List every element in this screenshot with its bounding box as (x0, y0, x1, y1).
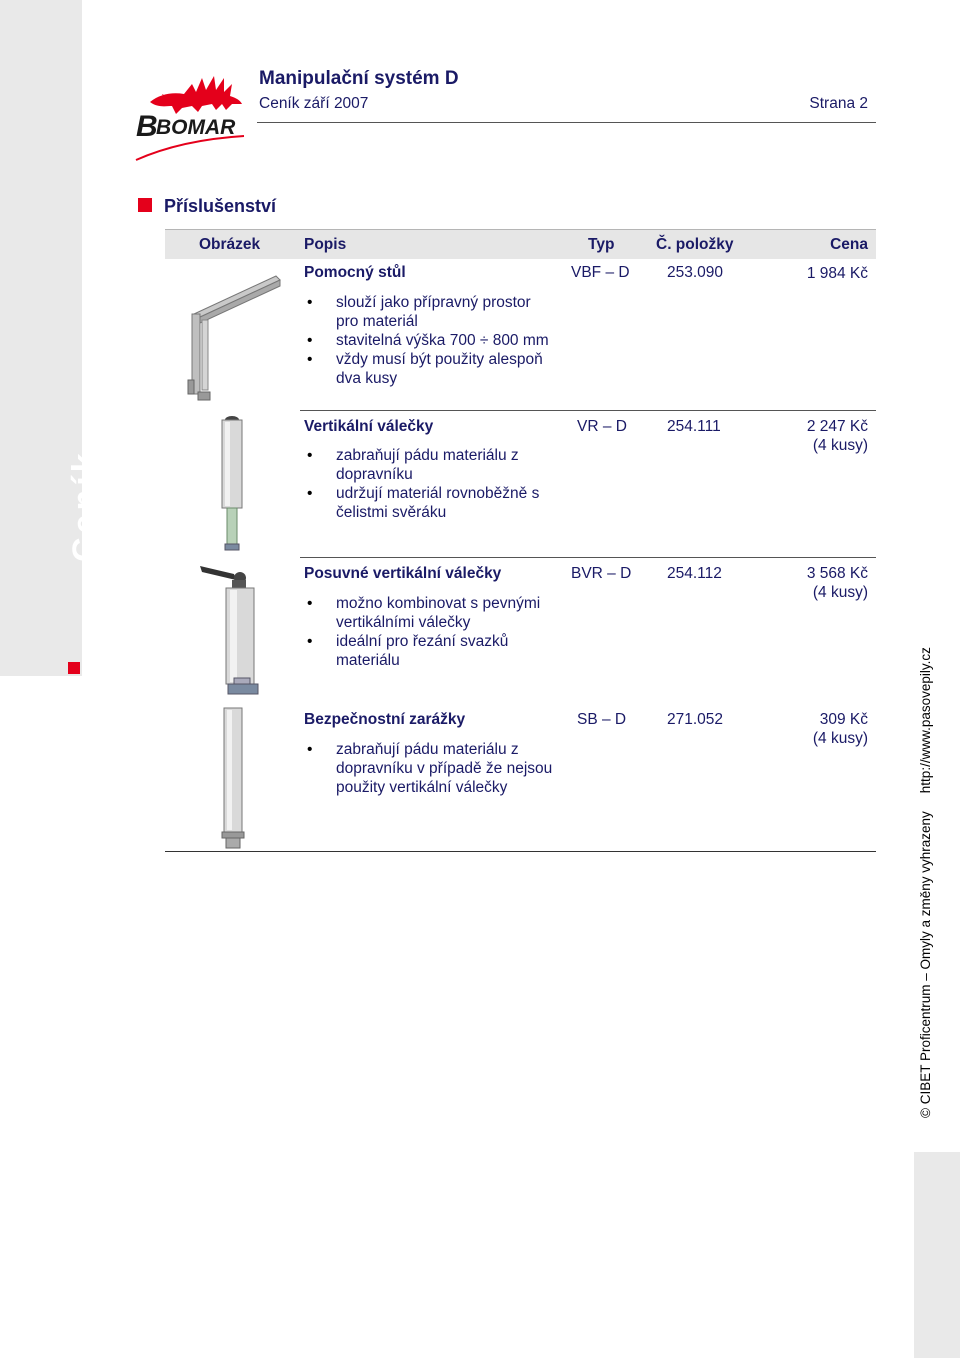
document-subtitle: Ceník září 2007 (259, 95, 369, 112)
section-title: Příslušenství (164, 196, 277, 216)
product-type: VBF – D (571, 264, 630, 281)
product-name: Vertikální válečky (304, 418, 434, 435)
side-tab-marker (68, 662, 80, 674)
auxiliary-table-image (180, 268, 290, 408)
column-header-type: Typ (588, 236, 615, 253)
right-gray-strip (914, 1152, 960, 1358)
list-item: • slouží jako přípravný prostor pro materiál (304, 293, 554, 331)
price-note: (4 kusy) (812, 730, 868, 747)
list-item: • udržují materiál rovnoběžně s čelistmi svěráku (304, 484, 554, 522)
list-item: • zabraňují pádu materiálu z dopravníku (304, 446, 554, 484)
side-tab (0, 0, 82, 676)
price-value: 3 568 Kč (806, 565, 868, 582)
column-header-description: Popis (304, 236, 347, 253)
table-bottom-rule (165, 851, 876, 852)
row-divider (300, 410, 876, 411)
document-title: Manipulační systém D (259, 68, 459, 89)
logo-text: BOMAR (156, 116, 236, 139)
price-value: 1 984 Kč (806, 265, 868, 282)
product-type: SB – D (577, 711, 627, 728)
bullet-list (304, 293, 554, 388)
column-header-price: Cena (830, 236, 868, 253)
header-rule (257, 122, 876, 123)
section-marker (138, 198, 152, 212)
list-item: • ideální pro řezání svazků materiálu (304, 632, 566, 670)
column-header-image: Obrázek (199, 236, 261, 253)
product-price (807, 264, 868, 283)
column-header-item-number: Č. položky (656, 236, 734, 253)
price-note: (4 kusy) (812, 584, 868, 601)
product-name: Posuvné vertikální válečky (304, 565, 502, 582)
bullet-list (304, 446, 554, 522)
product-price (807, 564, 868, 602)
product-type: VR – D (577, 418, 627, 435)
product-code: 254.111 (667, 418, 721, 435)
vertical-roller-image (216, 414, 250, 554)
list-item: • stavitelná výška 700 ÷ 800 mm (304, 331, 554, 350)
product-name: Bezpečnostní zarážky (304, 711, 466, 728)
safety-stop-image (218, 706, 248, 852)
table-header (165, 229, 876, 259)
product-code: 254.112 (667, 565, 722, 582)
copyright-text: © CIBET Proficentrum – Omyly a změny vyhrazeny (918, 811, 933, 1118)
product-price (807, 417, 868, 455)
website-link[interactable]: http://www.pasovepily.cz (918, 647, 933, 794)
product-name: Pomocný stůl (304, 264, 406, 281)
sliding-roller-image (196, 560, 276, 700)
list-item: • možno kombinovat s pevnými vertikálními válečky (304, 594, 566, 632)
product-code: 253.090 (667, 264, 724, 281)
price-note: (4 kusy) (812, 437, 868, 454)
page-number: Strana 2 (809, 95, 868, 112)
list-item: • zabraňují pádu materiálu z dopravníku v případě že nejsou použity vertikální válečky (304, 740, 554, 797)
list-item: • vždy musí být použity alespoň dva kusy (304, 350, 554, 388)
row-divider (300, 557, 876, 558)
bomar-logo (132, 64, 252, 164)
stegosaurus-icon (150, 76, 242, 114)
product-price (813, 710, 868, 748)
svg-text:B: B (136, 110, 158, 143)
product-code: 271.052 (667, 711, 724, 728)
bullet-list (304, 594, 566, 670)
price-value: 2 247 Kč (806, 418, 868, 435)
price-value: 309 Kč (819, 711, 868, 728)
vertical-footer (918, 647, 933, 1118)
product-type: BVR – D (571, 565, 632, 582)
bullet-list (304, 740, 554, 797)
side-tab-label: Ceník (66, 449, 104, 562)
